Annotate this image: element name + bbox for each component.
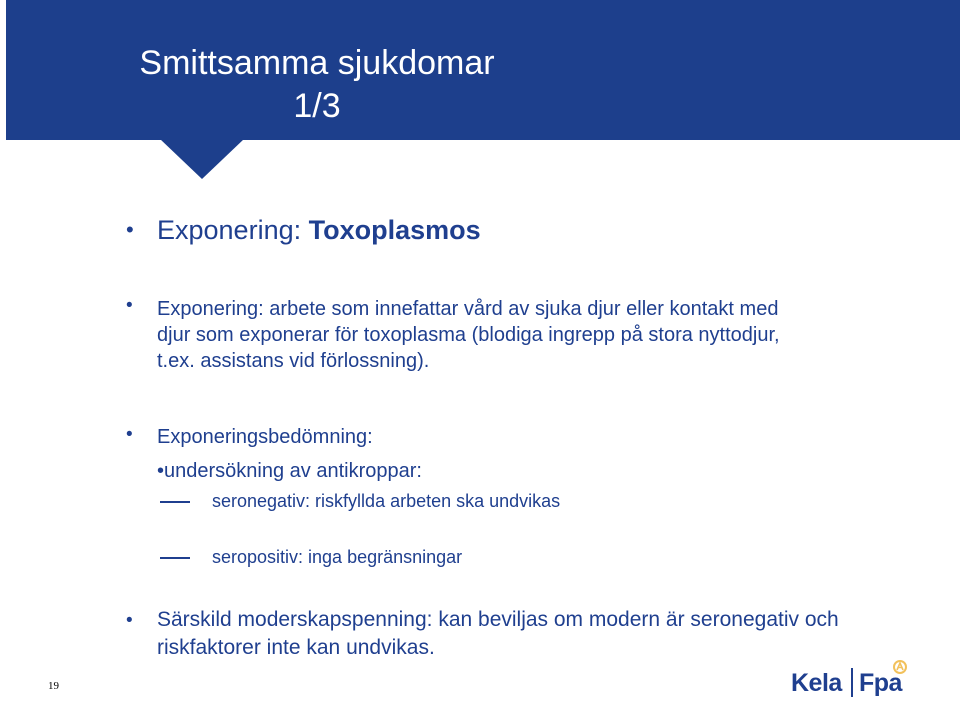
assessment-bullet: • xyxy=(126,424,133,445)
kela-fpa-emblem-icon xyxy=(893,660,907,674)
special-bullet: • xyxy=(126,610,133,631)
assessment-label: Exponeringsbedömning: xyxy=(157,426,373,448)
exposure-line-3: t.ex. assistans vid förlossning). xyxy=(157,350,430,372)
section-heading xyxy=(157,214,481,246)
special-line-1: Särskild moderskapspenning: kan beviljas om modern är seronegativ och xyxy=(157,608,839,631)
page-number: 19 xyxy=(48,680,59,692)
header-notch xyxy=(160,139,244,179)
antibody-label: •undersökning av antikroppar: xyxy=(157,460,422,482)
logo-divider xyxy=(851,668,853,697)
special-line-2: riskfaktorer inte kan undvikas. xyxy=(157,636,435,659)
section-heading-prefix: Exponering: xyxy=(157,215,309,245)
exposure-line-1: Exponering: arbete som innefattar vård av sjuka djur eller kontakt med xyxy=(157,298,779,320)
slide-title-line-1: Smittsamma sjukdomar xyxy=(139,44,495,82)
slide-title-line-2: 1/3 xyxy=(293,87,341,125)
sub-item-1: seronegativ: riskfyllda arbeten ska undvikas xyxy=(212,491,561,511)
sub-item-2: seropositiv: inga begränsningar xyxy=(212,547,463,567)
kela-fpa-logo xyxy=(791,666,916,700)
heading-bullet: • xyxy=(126,217,134,242)
sub-item-dash-2 xyxy=(160,557,190,559)
logo-left-text: Kela xyxy=(791,669,842,697)
exposure-line-2: djur som exponerar för toxoplasma (blodiga ingrepp på stora nyttodjur, xyxy=(157,324,780,346)
exposure-bullet: • xyxy=(126,295,133,316)
slide-title xyxy=(107,42,527,128)
sub-item-dash-1 xyxy=(160,501,190,503)
logo-right-text: Fpa xyxy=(859,669,902,697)
section-heading-emphasis: Toxoplasmos xyxy=(308,215,481,245)
